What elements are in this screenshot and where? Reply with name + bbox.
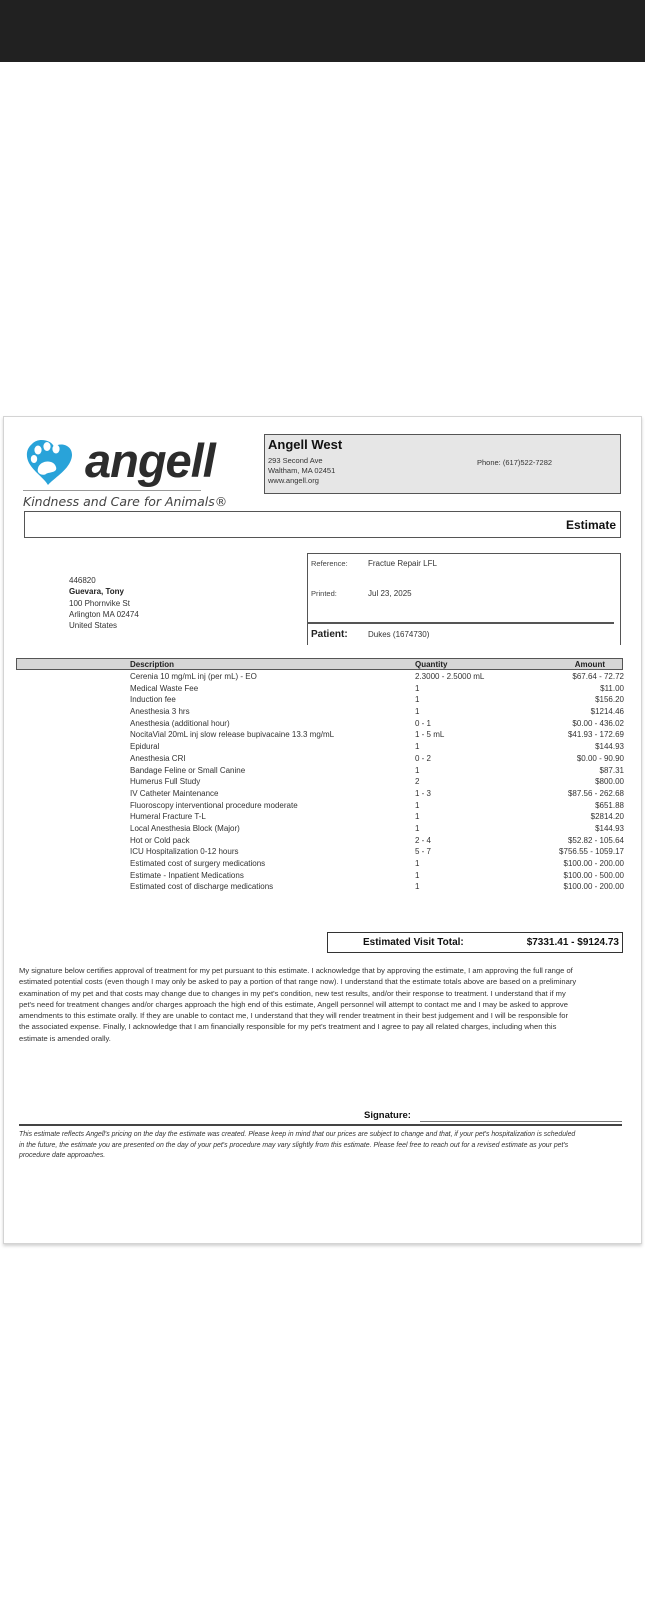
- item-description: Estimated cost of surgery medications: [130, 859, 266, 868]
- table-row: [0, 718, 645, 730]
- item-quantity: 2.3000 - 2.5000 mL: [415, 672, 485, 681]
- client-street: 100 Phornvike St: [69, 598, 130, 608]
- item-quantity: 1: [415, 859, 420, 868]
- patient-label: Patient:: [311, 629, 348, 640]
- client-city: Arlington MA 02474: [69, 609, 139, 619]
- item-description: Fluoroscopy interventional procedure moderate: [130, 800, 298, 810]
- clinic-name: Angell West: [268, 437, 343, 452]
- item-quantity: 1: [415, 707, 420, 717]
- item-amount: $87.31: [599, 765, 624, 775]
- printed-label: Printed:: [311, 589, 337, 598]
- item-description: Anesthesia (additional hour): [130, 718, 230, 728]
- brand-tagline: Kindness and Care for Animals®: [23, 494, 228, 509]
- item-quantity: 1 - 5 mL: [415, 730, 445, 740]
- table-row: [0, 881, 645, 893]
- item-description: Anesthesia 3 hrs: [130, 707, 190, 717]
- item-description: Medical Waste Fee: [130, 683, 199, 693]
- clinic-address-line2: Waltham, MA 02451: [268, 466, 336, 475]
- item-description: ICU Hospitalization 0-12 hours: [130, 847, 239, 857]
- item-amount: $11.00: [600, 683, 624, 693]
- item-description: IV Catheter Maintenance: [130, 788, 219, 798]
- item-description: Humeral Fracture T-L: [130, 812, 206, 822]
- item-amount: $800.00: [595, 777, 624, 787]
- client-address-block: [69, 575, 139, 631]
- clinic-phone: Phone: (617)522-7282: [477, 458, 553, 467]
- item-amount: $1214.46: [590, 707, 624, 717]
- table-row: [0, 846, 645, 858]
- item-quantity: 0 - 1: [415, 718, 432, 728]
- item-amount: $100.00 - 500.00: [563, 870, 624, 880]
- item-amount: $144.93: [595, 823, 624, 833]
- item-amount: $100.00 - 200.00: [563, 882, 624, 892]
- item-quantity: 1: [415, 683, 420, 693]
- item-amount: $0.00 - 436.02: [572, 718, 624, 728]
- item-quantity: 1: [415, 742, 420, 752]
- clinic-address-line1: 293 Second Ave: [268, 456, 323, 465]
- clinic-website: www.angell.org: [268, 476, 319, 485]
- table-row: [0, 683, 645, 695]
- column-header-quantity: Quantity: [415, 660, 448, 669]
- item-amount: $651.88: [595, 800, 624, 810]
- table-row: [0, 823, 645, 835]
- item-quantity: 1: [415, 800, 420, 810]
- column-header-amount: Amount: [574, 660, 605, 669]
- item-amount: $41.93 - 172.69: [567, 730, 624, 740]
- client-id: 446820: [69, 576, 96, 585]
- item-quantity: 1: [415, 882, 420, 892]
- document-type-box: [24, 511, 621, 538]
- table-row: [0, 800, 645, 812]
- table-row: [0, 788, 645, 800]
- item-quantity: 0 - 2: [415, 753, 432, 763]
- table-row: [0, 694, 645, 706]
- item-description: Epidural: [130, 742, 160, 752]
- item-description: Hot or Cold pack: [130, 835, 190, 845]
- item-amount: $156.20: [595, 695, 624, 705]
- table-row: [0, 765, 645, 777]
- item-amount: $67.64 - 72.72: [572, 672, 624, 681]
- reference-value: Fractue Repair LFL: [368, 559, 437, 568]
- total-value: $7331.41 - $9124.73: [526, 937, 619, 948]
- item-quantity: 1: [415, 812, 420, 822]
- column-header-description: Description: [130, 660, 175, 669]
- item-quantity: 2 - 4: [415, 835, 432, 845]
- table-row: [0, 776, 645, 788]
- table-header: [16, 658, 623, 670]
- item-description: NocitaVial 20mL inj slow release bupivacaine 13.3 mg/mL: [130, 730, 335, 740]
- item-amount: $0.00 - 90.90: [576, 753, 624, 763]
- item-amount: $100.00 - 200.00: [563, 859, 624, 868]
- table-row: [0, 671, 645, 683]
- item-amount: $144.93: [595, 742, 624, 752]
- item-description: Humerus Full Study: [130, 777, 201, 787]
- document-type-label: Estimate: [565, 518, 616, 532]
- item-description: Cerenia 10 mg/mL inj (per mL) - EO: [130, 672, 257, 681]
- signature-label: Signature:: [364, 1110, 411, 1121]
- table-row: [0, 870, 645, 882]
- client-country: United States: [69, 621, 118, 631]
- item-quantity: 2: [415, 777, 420, 787]
- client-name: Guevara, Tony: [69, 587, 124, 597]
- total-box: [327, 932, 623, 953]
- consent-paragraph: My signature below certifies approval of treatment for my pet pursuant to this estimate. I acknowledge that by approving the estimate, I am approving the full range of estimated potential costs (even though I may only be asked to pay a portion of that range now). I understand that the estimate totals above are based on a preliminary examination of my pet and that costs may change due to changes in my pet's condition, new test results, and/or their response to treatment. I understand that if my pet's need for treatment changes and/or charges approach the high end of this estimate, Angell personnel will attempt to contact me and I may be asked to approve amendments to this estimate orally. If they are unable to contact me, I understand that they will render treatment in their best judgement and I will be responsible for the associated expense. Finally, I acknowledge that I am financially responsible for my pet's treatment and I agree to pay all related charges, including when this estimate is amended orally.: [19, 966, 577, 1043]
- item-description: Bandage Feline or Small Canine: [130, 765, 246, 775]
- clinic-info-box: [264, 434, 621, 494]
- line-items: [0, 671, 645, 893]
- reference-box: [307, 553, 621, 645]
- table-row: [0, 741, 645, 753]
- patient-value: Dukes (1674730): [368, 630, 430, 639]
- logo-divider: [23, 490, 201, 491]
- item-description: Estimate - Inpatient Medications: [130, 870, 244, 880]
- item-amount: $756.55 - 1059.17: [559, 847, 624, 857]
- item-amount: $2814.20: [590, 812, 624, 822]
- item-description: Induction fee: [130, 695, 176, 705]
- table-row: [0, 835, 645, 847]
- item-quantity: 1: [415, 765, 420, 775]
- item-quantity: 1: [415, 870, 420, 880]
- item-quantity: 1 - 3: [415, 788, 432, 798]
- table-row: [0, 706, 645, 718]
- signature-field[interactable]: [420, 1121, 622, 1122]
- printed-value: Jul 23, 2025: [368, 589, 412, 598]
- item-description: Estimated cost of discharge medications: [130, 882, 274, 892]
- table-row: [0, 811, 645, 823]
- item-quantity: 5 - 7: [415, 847, 432, 857]
- item-amount: $87.56 - 262.68: [567, 788, 624, 798]
- top-status-bar: [0, 0, 645, 62]
- item-amount: $52.82 - 105.64: [567, 835, 624, 845]
- item-quantity: 1: [415, 823, 420, 833]
- table-row: [0, 753, 645, 765]
- item-description: Local Anesthesia Block (Major): [130, 823, 240, 833]
- item-quantity: 1: [415, 695, 420, 705]
- reference-label: Reference:: [311, 559, 348, 568]
- reference-divider: [308, 622, 614, 624]
- pricing-disclaimer: This estimate reflects Angell's pricing on the day the estimate was created. Please keep in mind that our prices are subject to change and that, if your pet's hospitalization is scheduled in the future, the estimate you are presented on the day of your pet's procedure may vary slightly from this estimate. Please feel free to reach out for a revised estimate as your pet's procedure date approaches.: [19, 1131, 576, 1159]
- brand-wordmark: angell: [85, 434, 215, 487]
- table-row: [0, 729, 645, 741]
- table-row: [0, 858, 645, 870]
- signature-divider: [19, 1124, 622, 1126]
- item-description: Anesthesia CRI: [130, 753, 186, 763]
- total-label: Estimated Visit Total:: [363, 937, 464, 948]
